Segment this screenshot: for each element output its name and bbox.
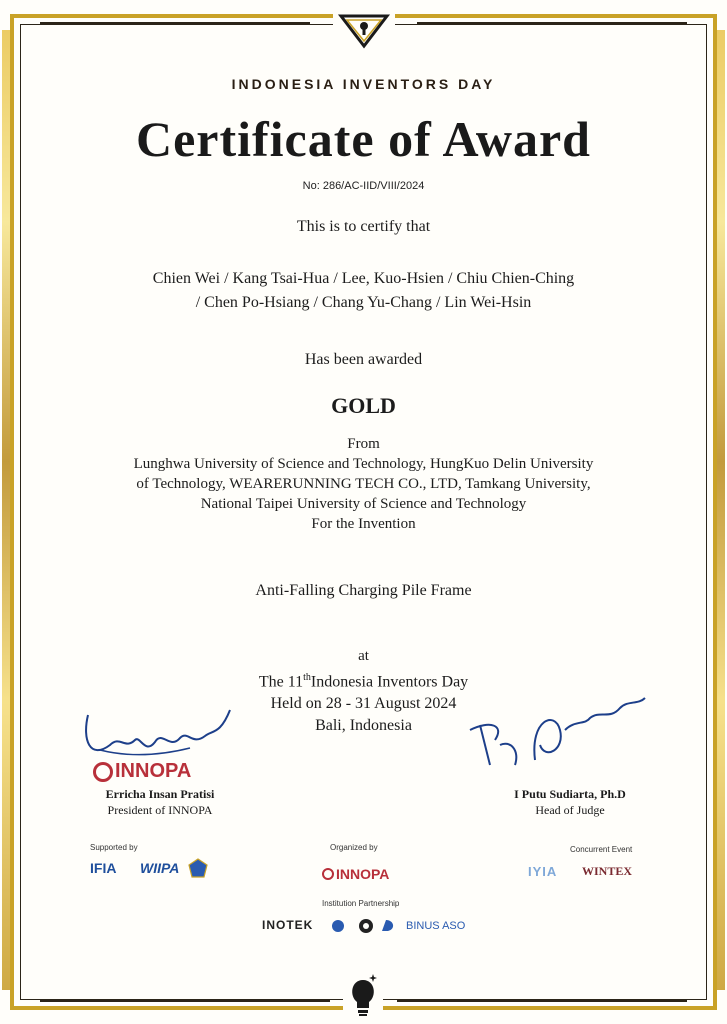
institutions-line-2: of Technology, WEARERUNNING TECH CO., LTD, Tamkang University, xyxy=(136,476,591,492)
institutions-line-1: Lunghwa University of Science and Technology, HungKuo Delin University xyxy=(133,456,594,472)
org-title: INDONESIA INVENTORS DAY xyxy=(231,76,496,92)
innopa-ring-icon xyxy=(322,868,334,880)
event-dates: Held on 28 - 31 August 2024 xyxy=(270,695,457,712)
awarded-line: Has been awarded xyxy=(304,351,423,368)
frame-bar xyxy=(40,999,330,1002)
frame-bar xyxy=(397,999,687,1002)
event-prefix: The 11 xyxy=(258,673,304,691)
invention-title: Anti-Falling Charging Pile Frame xyxy=(255,582,472,599)
recipients-line-1: Chien Wei / Kang Tsai-Hua / Lee, Kuo-Hsien / Chiu Chien-Ching xyxy=(152,270,575,287)
event-ordinal: th xyxy=(303,672,311,683)
binus-aso-logo: BINUS ASO xyxy=(406,920,466,932)
institutions-line-3: National Taipei University of Science and Technology xyxy=(200,496,527,512)
organized-label: Organized by xyxy=(330,843,378,852)
gem-icon xyxy=(333,10,395,50)
certificate-title: Certificate of Award xyxy=(135,111,591,167)
right-signatory-name: I Putu Sudiarta, Ph.D xyxy=(514,787,626,801)
innopa-badge: INNOPA xyxy=(93,760,191,783)
right-signatory-role: Head of Judge xyxy=(535,803,605,817)
iyia-logo: IYIA xyxy=(528,864,558,879)
invention-label: For the Invention xyxy=(311,516,416,532)
inotek-logo: INOTEK xyxy=(262,918,314,932)
recipients-line-2: / Chen Po-Hsiang / Chang Yu-Chang / Lin Wei-Hsin xyxy=(195,294,532,311)
wiipa-logo: WIIPA xyxy=(140,860,180,876)
award-level: GOLD xyxy=(331,393,396,418)
organized-innopa-logo: INNOPA xyxy=(322,866,389,882)
certificate-number: No: 286/AC-IID/VIII/2024 xyxy=(302,180,425,192)
supported-label: Supported by xyxy=(90,843,138,852)
event-name xyxy=(0,672,727,691)
event-suffix: Indonesia Inventors Day xyxy=(310,673,469,691)
lightbulb-icon xyxy=(343,970,383,1018)
innopa-ring-icon xyxy=(93,762,113,782)
ifia-logo: IFIA xyxy=(90,860,117,876)
emblem-icon xyxy=(188,858,208,878)
partner-emblems-icon xyxy=(330,917,400,935)
concurrent-label: Concurrent Event xyxy=(570,845,633,854)
signature-right xyxy=(460,690,650,780)
certify-line: This is to certify that xyxy=(296,218,431,235)
partnership-label: Institution Partnership xyxy=(322,899,400,908)
frame-bar xyxy=(40,22,310,25)
wintex-logo: WINTEX xyxy=(582,864,633,878)
event-location: Bali, Indonesia xyxy=(315,717,412,734)
left-signatory-name: Erricha Insan Pratisi xyxy=(105,787,215,801)
frame-bar xyxy=(417,22,687,25)
at-label: at xyxy=(358,648,369,664)
from-label: From xyxy=(347,436,380,452)
left-signatory-role: President of INNOPA xyxy=(107,803,213,817)
